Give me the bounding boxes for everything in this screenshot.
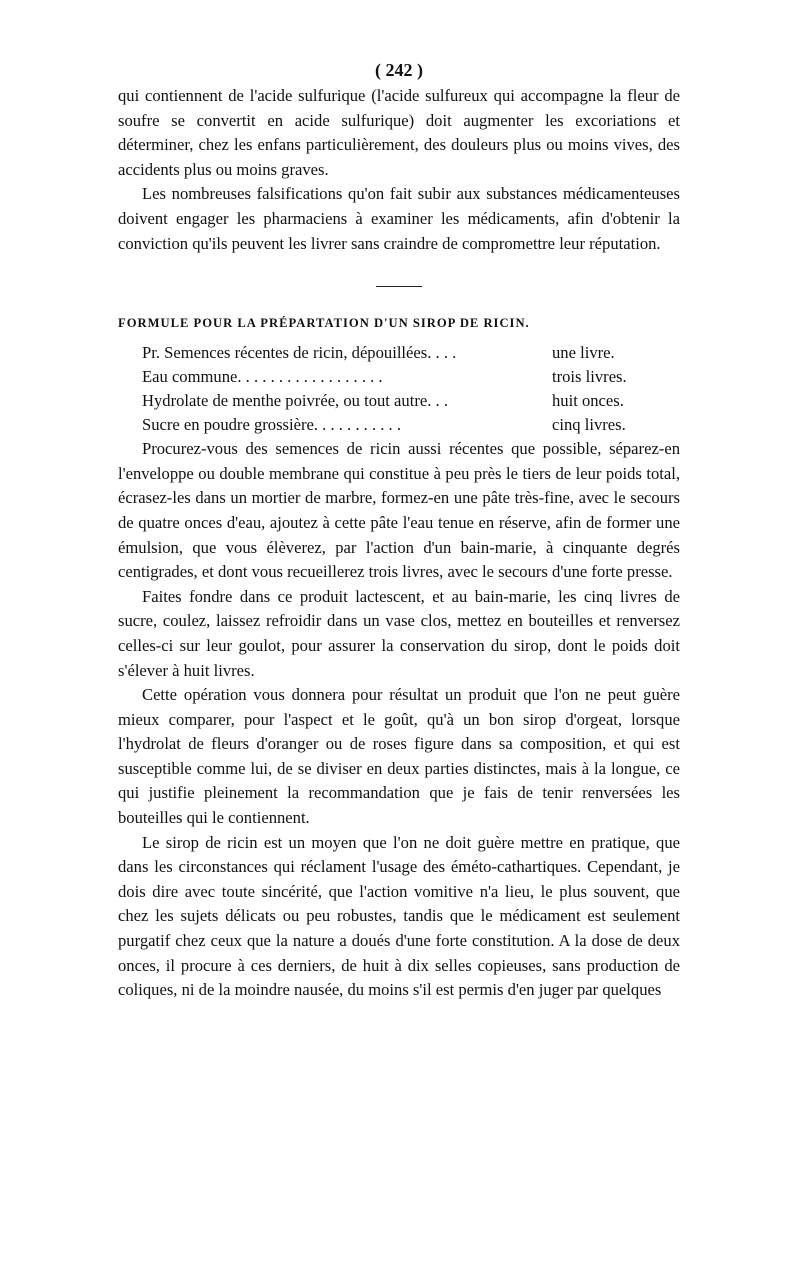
paragraph-result: Cette opération vous donnera pour résultat un produit que l'on ne peut guère mieux comparer, pour l'aspect et le goût, qu'à un bon sirop d'orgeat, lorsque l'hydrolat de fleurs d'oranger ou de roses figure dans sa composition, et qui est susceptible comme lui, de se diviser en deux parties distinctes, mais à la longue, ce qui justifie pleinement la recommandation que je fais de tenir renversées les bouteilles qui le contiennent. [118, 685, 680, 828]
recipe-quantity: huit onces. [552, 391, 624, 411]
recipe-quantity: cinq livres. [552, 415, 626, 435]
paragraph-dissolve: Faites fondre dans ce produit lactescent, et au bain-marie, les cinq livres de sucre, coulez, laissez refroidir dans un vase clos, mettez en bouteilles et renversez celles-ci sur leur goulot, pour assurer la conservation du sirop, dont le poids doit s'élever à huit livres. [118, 586, 680, 680]
recipe-quantity: une livre. [552, 343, 615, 363]
recipe-row [142, 413, 652, 437]
recipe-ingredient: Hydrolate de menthe poivrée, ou tout autre. . . [142, 391, 448, 411]
page-number: ( 242 ) [375, 60, 423, 80]
recipe-row [142, 365, 652, 389]
paragraph-procedure: Procurez-vous des semences de ricin aussi récentes que possible, séparez-en l'enveloppe ou double membrane qui constitue à peu près le tiers de leur poids total, écrasez-les dans un mortier de marbre, formez-en une pâte très-fine, avec le secours de quatre onces d'eau, ajoutez à cette pâte l'eau tenue en réserve, afin de former une émulsion, que vous élèverez, par l'action d'un bain-marie, à cinquante degrés centigrades, et dont vous recueillerez trois livres, avec le secours d'une forte presse. [118, 439, 680, 582]
paragraph-continued: qui contiennent de l'acide sulfurique (l'acide sulfureux qui accompagne la fleur de soufre se convertit en acide sulfurique) doit augmenter les excoriations et déterminer, chez les enfans particulièrement, des douleurs plus ou moins vives, des accidents plus ou moins graves. [118, 86, 680, 179]
recipe-ingredient: Pr. Semences récentes de ricin, dépouillées. . . . [142, 343, 457, 363]
paragraph-usage: Le sirop de ricin est un moyen que l'on ne doit guère mettre en pratique, que dans les circonstances qui réclament l'usage des éméto-cathartiques. Cependant, je dois dire avec toute sincérité, que l'action vomitive n'a lieu, le plus souvent, que chez les sujets délicats ou peu robustes, tandis que le médicament est seulement purgatif chez ceux que la nature a doués d'une forte constitution. A la dose de deux onces, il procure à ces derniers, de huit à dix selles copieuses, sans production de coliques, ni de la moindre nausée, du moins s'il est permis d'en juger par quelques [118, 832, 680, 1000]
book-page [118, 58, 680, 1003]
recipe-list [142, 341, 652, 437]
recipe-row [142, 341, 652, 365]
recipe-ingredient: Eau commune. . . . . . . . . . . . . . . . . . [142, 367, 383, 387]
section-heading: FORMULE POUR LA PRÉPARTATION D'UN SIROP DE RICIN. [118, 316, 530, 331]
recipe-quantity: trois livres. [552, 367, 627, 387]
recipe-row [142, 389, 652, 413]
recipe-ingredient: Sucre en poudre grossière. . . . . . . . . . . [142, 415, 401, 435]
paragraph-falsifications: Les nombreuses falsifications qu'on fait subir aux substances médicamenteuses doivent engager les pharmaciens à examiner les médicaments, afin d'obtenir la conviction qu'ils peuvent les livrer sans craindre de compromettre leur réputation. [118, 184, 680, 253]
section-divider [376, 286, 422, 287]
